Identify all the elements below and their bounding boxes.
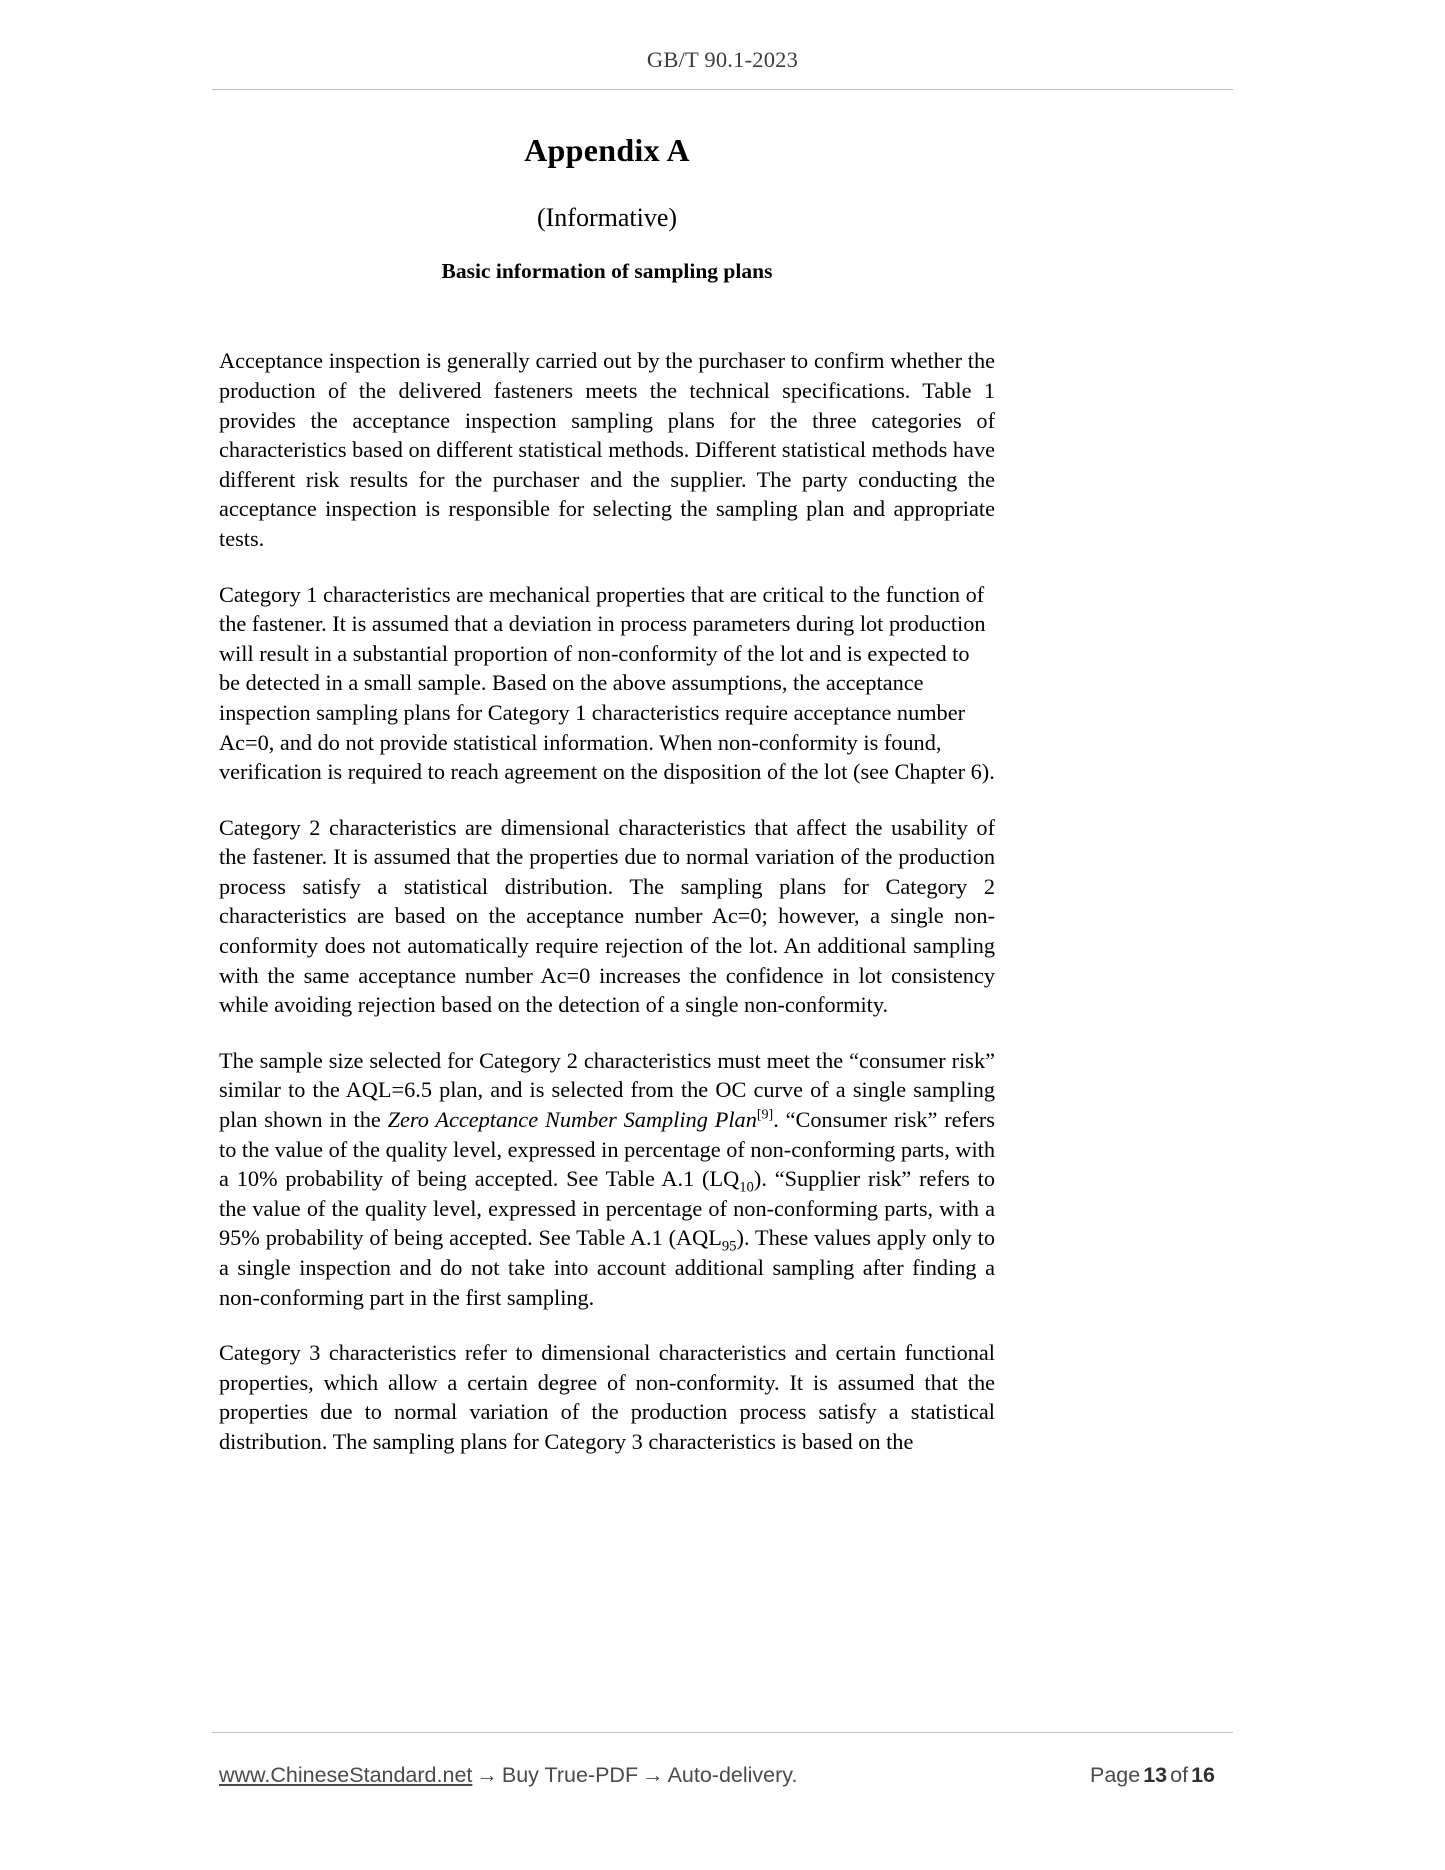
paragraph-4-segment-2: . “Consumer risk” refers to the value of the quality level, expressed in percentage of non-conforming parts, with a 10% probability of being accepted. See Table A.1 (LQ (219, 1107, 995, 1192)
paragraph-3: Category 2 characteristics are dimensional characteristics that affect the usability of the fastener. It is assumed that the properties due to normal variation of the production process satisfy a statistical distribution. The sampling plans for Category 2 characteristics are based on the acceptance number Ac=0; however, a single non-conformity does not automatically require rejection of the lot. An additional sampling with the same acceptance number Ac=0 increases the confidence in lot consistency while avoiding rejection based on the detection of a single non-conformity. (219, 814, 995, 1018)
footer-promo (219, 1763, 797, 1788)
running-header (212, 48, 1233, 73)
paragraph-5: Category 3 characteristics refer to dimensional characteristics and certain functional properties, which allow a certain degree of non-conformity. It is assumed that the properties due to normal variation of the production process satisfy a statistical distribution. The sampling plans for Category 3 characteristics is based on the (219, 1340, 995, 1454)
paragraph-1: Acceptance inspection is generally carried out by the purchaser to confirm whether the production of the delivered fasteners meets the technical specifications. Table 1 provides the acceptance inspection sampling plans for the three categories of characteristics based on different statistical methods. Different statistical methods have different risk results for the purchaser and the supplier. The party conducting the acceptance inspection is responsible for selecting the sampling plan and appropriate tests. (219, 348, 995, 551)
cited-work-title: Zero Acceptance Number Sampling Plan (387, 1107, 757, 1133)
header-divider (212, 89, 1233, 90)
footer-delivery-label: Auto-delivery. (667, 1763, 798, 1787)
lq-subscript: 10 (739, 1179, 754, 1196)
current-page-number: 13 (1143, 1763, 1168, 1787)
paragraph-4-segment-3: ). “Supplier risk” refers to the value of the quality level, expressed in percentage of non-conforming parts, with a 95% probability of being accepted. See Table A.1 (AQL (219, 1166, 995, 1251)
arrow-right-icon: → (476, 1763, 498, 1787)
standard-code: GB/T 90.1-2023 (646, 47, 799, 72)
arrow-right-icon-2: → (642, 1763, 664, 1787)
aql-subscript: 95 (721, 1238, 737, 1255)
page-indicator (1090, 1763, 1226, 1788)
appendix-kind: (Informative) (536, 203, 678, 232)
paragraph-4-segment-1: The sample size selected for Category 2 characteristics must meet the “consumer risk” similar to the AQL=6.5 plan, and is selected from the OC curve of a single sampling plan shown in the (219, 1047, 995, 1133)
footer-divider (212, 1732, 1233, 1733)
paragraph-4-segment-4: ). These values apply only to a single inspection and do not take into account additional sampling after finding a non-conforming part in the first sampling. (219, 1225, 995, 1310)
reference-marker: [9] (756, 1106, 774, 1123)
page-label: Page (1090, 1763, 1141, 1787)
footer-offer-label: Buy True-PDF (501, 1763, 639, 1787)
page-content (219, 120, 995, 1457)
total-page-number: 16 (1191, 1763, 1215, 1787)
paragraph-4 (219, 1046, 995, 1312)
of-label: of (1170, 1763, 1189, 1787)
appendix-subtitle: Basic information of sampling plans (441, 258, 773, 283)
website-link[interactable]: www.ChineseStandard.net (219, 1763, 473, 1787)
paragraph-2: Category 1 characteristics are mechanical properties that are critical to the function of the fastener. It is assumed that a deviation in process parameters during lot production will result in a substantial proportion of non-conformity of the lot and is expected to be detected in a small sample. Based on the above assumptions, the acceptance inspection sampling plans for Category 1 characteristics require acceptance number Ac=0, and do not provide statistical information. When non-conformity is found, verification is required to reach agreement on the disposition of the lot (see Chapter 6). (219, 581, 995, 785)
body-text (219, 284, 995, 1456)
appendix-title: Appendix A (524, 132, 690, 168)
page-footer (219, 1763, 1226, 1788)
